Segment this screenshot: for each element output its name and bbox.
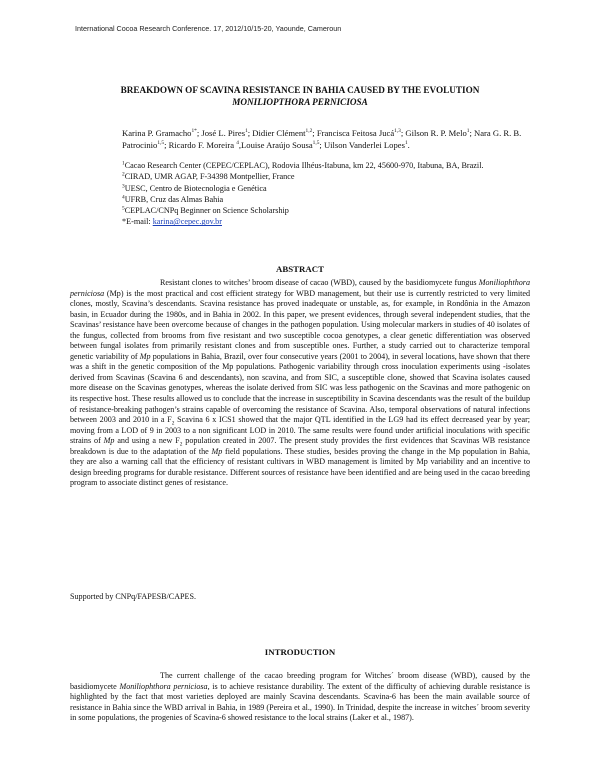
abstract-text: populations in Bahia, Brazil, over four consecutive years (2001 to 2004), in several locations, have shown that there was a shift in the genetic composition of the Mp populations. Pathogenic variability through cross inoculation experiments using -isolates derived from Scavinas (Scavina 6 and descendants), non scavina, and from SIC, a susceptible clone, showed that Scavina isolates caused more disease on the Scavinas genotypes, whereas the isolate derived from SIC was less pathogenic on the Scavinas and more pathogenic on its respective host. These results allowed us to conclude that the increase in susceptibility in Scavina descendants was the result of the buildup of resistance-breaking pathogen’s strains capable of overcoming the resistance of Scavina. Also, temporal observations of natural infections between 2003 and 2010 in a F xyxy=(70,351,531,425)
affiliations xyxy=(122,160,532,228)
affiliation-4 xyxy=(122,194,532,205)
abstract-italic: Mp xyxy=(139,351,151,361)
author-sup: 1,5 xyxy=(312,140,320,147)
abstract-heading: ABSTRACT xyxy=(276,264,324,274)
author-sup: 1,2 xyxy=(305,128,313,135)
affiliation-2 xyxy=(122,171,532,182)
email-line xyxy=(122,216,532,227)
abstract-paragraph xyxy=(70,278,530,489)
abstract-body xyxy=(70,278,530,489)
abstract-text: Scavina 6 x ICS1 showed that the major QTL identified in the LG9 had its effect decreased year by year; moving from a LOD of 9 in 2003 to a non significant LOD in 2010. The same results were found under artificial inoculations with specific strains of xyxy=(70,415,531,446)
author: ; Francisca Feitosa Jucá xyxy=(312,128,395,138)
funding-note: Supported by CNPq/FAPESB/CAPES. xyxy=(70,592,197,601)
abstract-italic: Mp xyxy=(103,436,115,446)
intro-italic: Moniliophthora perniciosa, xyxy=(119,681,210,691)
affiliation-5 xyxy=(122,205,532,216)
author-sup: 1,3 xyxy=(394,128,401,135)
affiliation-text: UFRB, Cruz das Almas Bahia xyxy=(124,194,224,204)
author-sup: 1,5 xyxy=(157,140,165,147)
introduction-body xyxy=(70,671,530,724)
author: ; José L. Pires xyxy=(196,128,246,138)
abstract-italic: Mp xyxy=(211,446,223,456)
author-sup: 1 xyxy=(466,128,470,135)
intro-text: is to achieve resistance durability. The extent of the difficulty of achieving durable resistance is highlighted by the fact that most varieties deployed are mainly Scavina descendants. Scavina-6 has been the main available source of resistance in Bahia since the WBD arrival in Bahia, in 1989 (Pereira et al., 1990). In Trinidad, despite the increase in witches´ broom severity in some populations, the progenies of Scavina-6 showed resistance to the local strains (Laker et al., 1987). xyxy=(70,681,530,723)
introduction-paragraph xyxy=(70,671,530,724)
affiliation-text: CIRAD, UMR AGAP, F-34398 Montpellier, France xyxy=(124,172,295,182)
title-line-2: MONILIOPTHORA PERNICIOSA xyxy=(232,97,368,107)
author-sup: 1 xyxy=(404,140,408,147)
author: ,Louise Araújo Sousa xyxy=(238,140,313,150)
affiliation-sup: 5 xyxy=(122,205,125,212)
abstract-text: and using a new F xyxy=(114,436,180,446)
author: ; Uilson Vanderlei Lopes xyxy=(319,140,405,150)
introduction-heading: INTRODUCTION xyxy=(264,647,336,657)
email-label: *E-mail: xyxy=(122,217,153,227)
author: ; Nara G. R. B. Patrocinio xyxy=(122,128,522,150)
author-sup: 1 xyxy=(245,128,248,135)
author-list-end: . xyxy=(407,140,410,150)
affiliation-sup: 2 xyxy=(122,171,125,178)
affiliation-text: UESC, Centro de Biotecnologia e Genética xyxy=(124,183,267,193)
abstract-text: field populations. These studies, besides proving the change in the Mp population in Bahia, they are also a warning call that the efficiency of resistant cultivars in WBD management is limited by Mp variability and an incentive to design breeding programs for durable resistance. Different sources of resistance have been identified and are being used in the cacao breeding program to associate distinct genes of resistance. xyxy=(70,446,530,488)
paper-title xyxy=(70,84,530,108)
author: Karina P. Gramacho xyxy=(122,128,192,138)
affiliation-text: Cacao Research Center (CEPEC/CEPLAC), Rodovia Ilhéus-Itabuna, km 22, 45600-970, Itabuna, BA, Brazil. xyxy=(124,161,484,170)
abstract-text: Resistant clones to witches’ broom disease of cacao (WBD), caused by the basidiomycete fungus xyxy=(160,278,479,287)
affiliation-sup: 3 xyxy=(122,182,125,189)
abstract-text: (Mp) is the most practical and cost efficient strategy for WBD management, but their use is currently restricted to very limited clones, mostly, Scavina’s descendants. Scavina resistance has proved inadequate or unstable, as, for example, in Rondônia in the Amazon basin, in Ecuador during the 1980s, and in Bahia in 2002. In this paper, we present evidences, through several independent studies, that the Scavinas’ resistance have been overcome because of changes in the pathogen population. Using molecular markers in studies of 40 isolates of the fungus, collected from brooms from five resistant and two susceptible cocoa genotypes, a clear genetic differentiation was observed between fungal isolates from primarily resistant clones and from susceptible ones. Further, a study carried out to characterize temporal genetic variability of xyxy=(70,288,530,361)
affiliation-sup: 1 xyxy=(122,160,125,167)
abstract-text: population created in 2007. The present study provides the first evidences that Scavinas WB resistance breakdown is due to the adaptation of the xyxy=(70,436,530,456)
author: ; Ricardo F. Moreira xyxy=(164,140,237,150)
author-list xyxy=(122,127,542,151)
author: ; Gilson R. P. Melo xyxy=(400,128,467,138)
abstract-italic: Moniliophthora perniciosa xyxy=(70,278,530,298)
author-sup: 4 xyxy=(236,140,239,147)
affiliation-sup: 4 xyxy=(122,194,125,201)
affiliation-text: CEPLAC/CNPq Beginner on Science Scholarship xyxy=(124,206,289,216)
author: ; Didier Clément xyxy=(247,128,306,138)
running-head: International Cocoa Research Conference. 17, 2012/10/15-20, Yaounde, Cameroun xyxy=(75,24,342,33)
email-link[interactable]: karina@cepec.gov.br xyxy=(152,217,222,227)
affiliation-1 xyxy=(122,160,532,171)
abstract-subscript: 2 xyxy=(179,441,183,448)
abstract-subscript: 2 xyxy=(171,420,175,427)
intro-text: The current challenge of the cacao breeding program for Witches´ broom disease (WBD), caused by the basidiomycete xyxy=(70,671,530,691)
author-sup: 1* xyxy=(191,128,197,135)
title-line-1: BREAKDOWN OF SCAVINA RESISTANCE IN BAHIA CAUSED BY THE EVOLUTION xyxy=(120,85,480,95)
affiliation-3 xyxy=(122,183,532,194)
